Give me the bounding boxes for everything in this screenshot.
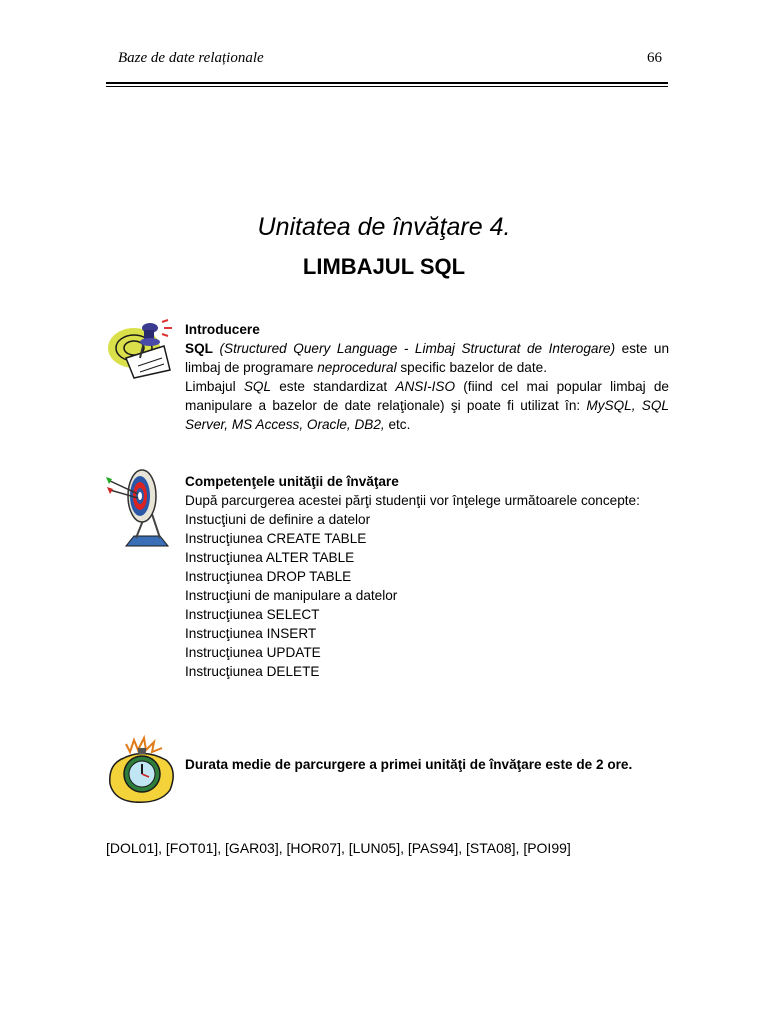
- unit-title: Unitatea de învăţare 4.: [257, 213, 511, 241]
- references: [DOL01], [FOT01], [GAR03], [HOR07], [LUN05], [PAS94], [STA08], [POI99]: [106, 840, 571, 856]
- intro-sql-word: SQL: [243, 379, 272, 394]
- list-item: Instrucţiunea DELETE: [185, 664, 320, 679]
- sql-label: SQL: [185, 341, 213, 356]
- intro-ansi: ANSI-ISO: [395, 379, 456, 394]
- intro-text-4: este standardizat: [279, 379, 388, 394]
- intro-paragraph-2: [185, 377, 669, 434]
- intro-text-6: etc.: [388, 417, 411, 432]
- header-rule-bottom: [106, 86, 668, 87]
- intro-text-1: este un limbaj de programare: [185, 341, 670, 375]
- running-title: Baze de date relaționale: [118, 50, 264, 66]
- list-item: Instrucţiunea UPDATE: [185, 645, 321, 660]
- page-header: [106, 46, 668, 72]
- list-item: Instrucţiunea DROP TABLE: [185, 569, 352, 584]
- target-arrow-icon: [104, 468, 176, 548]
- page-number: 66: [647, 50, 662, 66]
- intro-text-5: (fiind cel mai popular limbaj de manipulare a bazelor de date relaţionale) şi poate fi utilizat în:: [185, 379, 669, 413]
- intro-neprocedural: neprocedural: [317, 360, 397, 375]
- list-item: Instrucţiunea INSERT: [185, 626, 317, 641]
- competences-intro: După parcurgerea acestei părţi studenţii vor înţelege următoarele concepte:: [185, 493, 640, 508]
- unit-subtitle: LIMBAJUL SQL: [302, 254, 466, 279]
- competences-section: [185, 472, 669, 681]
- sql-expansion: (Structured Query Language - Limbaj Structurat de Interogare): [219, 341, 616, 356]
- list-item: Instrucţiunea SELECT: [185, 607, 320, 622]
- intro-systems: MySQL, SQL Server, MS Access, Oracle, DB2,: [185, 398, 669, 432]
- intro-paragraph-1: [185, 339, 669, 377]
- list-item: Instrucţiunea CREATE TABLE: [185, 531, 367, 546]
- list-item: Instrucţiunea ALTER TABLE: [185, 550, 355, 565]
- intro-section: [185, 320, 669, 434]
- list-item: Instucţiuni de definire a datelor: [185, 512, 371, 527]
- intro-text-3: Limbajul: [185, 379, 236, 394]
- pushpin-note-icon: [104, 318, 176, 380]
- intro-heading: Introducere: [185, 322, 260, 337]
- stopwatch-icon: [104, 734, 178, 806]
- competences-heading: Competenţele unităţii de învăţare: [185, 474, 399, 489]
- duration-note: Durata medie de parcurgere a primei unităţi de învăţare este de 2 ore.: [185, 757, 633, 772]
- intro-text-2: specific bazelor de date.: [400, 360, 547, 375]
- list-item: Instrucţiuni de manipulare a datelor: [185, 588, 398, 603]
- header-rule-top: [106, 82, 668, 84]
